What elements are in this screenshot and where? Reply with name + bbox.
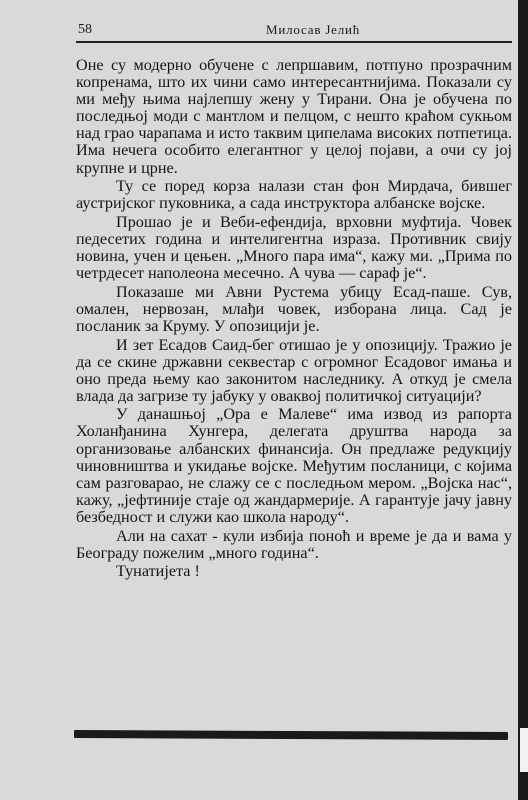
bottom-rule [74,730,508,740]
scan-edge [518,0,528,800]
paragraph: Прошао је и Веби-ефендија, врховни муфтија. Човек педесетих година и интелигентна израза. Противник свију новина, учен и цењен. „Много пара има“, кажу ми. „Прима по четрдесет наполеона месечно. А чува — сараф је“. [76,212,512,283]
page-number: 58 [78,22,92,37]
body-text [76,57,512,580]
paragraph: Тунатијета ! [116,562,200,581]
paragraph: У данашњој „Ора е Малеве“ има извод из рапорта Холанђанина Хунгера, делегата друштва народа за организовање албанских финансија. Он предлаже редукцију чиновништва и укидање војске. Међутим посланици, с којима сам разговарао, не слажу се с последњом мером. „Војска нас“, кажу, „јефтиније стаје од жандармерије. А гарантује јачу јавну безбедност и служи као школа народу“. [76,405,512,526]
header-rule [76,41,512,43]
scan-edge-notch [520,728,528,772]
paragraph: Ту се поред корза налази стан фон Мирдача, бившег аустријског пуковника, а сада инструктора албанске војске. [76,177,512,213]
paragraph: Оне су модерно обучене с лепршавим, потпуно прозрачним копренама, што их чини само интересантнијима. Показали су ми међу њима најлепшу жену у Тирани. Она је обучена по последњој моди с мантлом и пелцом, с нешто краћом сукњом над грао чарапама и исто таквим ципелама високих потпетица. Има нечега особито елегантног у целој појави, а очи су јој крупне и црне. [76,56,512,177]
running-head: Милосав Јелић [266,22,361,37]
page-header [76,20,514,42]
paragraph: И зет Есадов Саид-бег отишао је у опозицију. Тражио је да се скине државни секвестар с огромног Есадовог имања и оно преда њему као законитом наследнику. А откуд је смела влада да загризе ту јабуку у оваквој политичкој ситуацији? [76,335,512,405]
paragraph: Али на сахат - кули избија поноћ и време је да и вама у Београду пожелим „много година“. [76,526,512,562]
paragraph: Показаше ми Авни Рустема убицу Есад-паше. Сув, омален, нервозан, млађи човек, изборана лица. Сад је посланик за Круму. У опозицији је. [76,282,512,335]
